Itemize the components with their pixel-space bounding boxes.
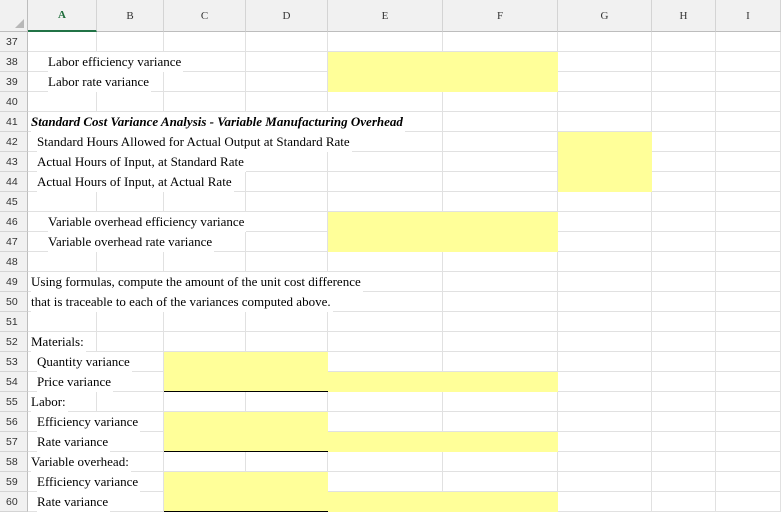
cell-bottom-border [164,391,328,392]
column-header-h[interactable]: H [652,0,716,32]
row-header[interactable]: 45 [0,192,28,212]
label-labor-efficiency-variance: Labor efficiency variance [48,52,183,72]
label-overhead-rate: Rate variance [37,492,110,512]
section-title-overhead: Standard Cost Variance Analysis - Variable Manufacturing Overhead [31,112,405,132]
row-header[interactable]: 42 [0,132,28,152]
input-cell-materials-unit[interactable] [164,352,328,392]
input-cell-overhead-total[interactable] [328,492,558,512]
row-header[interactable]: 58 [0,452,28,472]
label-standard-hours: Standard Hours Allowed for Actual Output at Standard Rate [37,132,352,152]
row-header[interactable]: 39 [0,72,28,92]
label-labor: Labor: [31,392,68,412]
label-overhead-efficiency: Efficiency variance [37,472,140,492]
cell-bottom-border [164,451,328,452]
select-all-corner[interactable] [0,0,28,32]
label-actual-hours-actual-rate: Actual Hours of Input, at Actual Rate [37,172,234,192]
row-header[interactable]: 51 [0,312,28,332]
row-header[interactable]: 57 [0,432,28,452]
label-overhead-efficiency-variance: Variable overhead efficiency variance [48,212,246,232]
input-cell-labor-variances[interactable] [328,52,558,92]
row-header[interactable]: 50 [0,292,28,312]
instruction-line-1: Using formulas, compute the amount of the unit cost difference [31,272,363,292]
label-labor-rate-variance: Labor rate variance [48,72,151,92]
column-header-f[interactable]: F [443,0,558,32]
row-header[interactable]: 47 [0,232,28,252]
label-actual-hours-standard-rate: Actual Hours of Input, at Standard Rate [37,152,246,172]
input-cell-labor-unit[interactable] [164,412,328,452]
row-header[interactable]: 46 [0,212,28,232]
row-header[interactable]: 52 [0,332,28,352]
label-overhead-rate-variance: Variable overhead rate variance [48,232,214,252]
row-header[interactable]: 40 [0,92,28,112]
row-header[interactable]: 59 [0,472,28,492]
column-header-i[interactable]: I [716,0,781,32]
label-materials: Materials: [31,332,86,352]
input-cell-overhead-variances[interactable] [328,212,558,252]
row-header[interactable]: 55 [0,392,28,412]
label-variable-overhead: Variable overhead: [31,452,131,472]
row-header[interactable]: 54 [0,372,28,392]
row-header[interactable]: 38 [0,52,28,72]
row-header[interactable]: 48 [0,252,28,272]
input-cell-materials-total[interactable] [328,372,558,392]
column-header-g[interactable]: G [558,0,652,32]
instruction-line-2: that is traceable to each of the variances computed above. [31,292,333,312]
label-quantity-variance: Quantity variance [37,352,132,372]
row-header[interactable]: 56 [0,412,28,432]
column-header-c[interactable]: C [164,0,246,32]
input-cell-labor-total[interactable] [328,432,558,452]
column-header-a[interactable]: A [28,0,97,32]
label-labor-efficiency: Efficiency variance [37,412,140,432]
row-header[interactable]: 60 [0,492,28,512]
row-header[interactable]: 53 [0,352,28,372]
input-cell-overhead-amounts[interactable] [558,132,652,192]
row-header[interactable]: 49 [0,272,28,292]
row-header[interactable]: 41 [0,112,28,132]
label-labor-rate: Rate variance [37,432,110,452]
row-header[interactable]: 44 [0,172,28,192]
select-all-icon [15,19,24,28]
column-header-d[interactable]: D [246,0,328,32]
column-header-e[interactable]: E [328,0,443,32]
row-header[interactable]: 43 [0,152,28,172]
label-price-variance: Price variance [37,372,113,392]
column-header-b[interactable]: B [97,0,164,32]
row-header[interactable]: 37 [0,32,28,52]
input-cell-overhead-unit[interactable] [164,472,328,512]
